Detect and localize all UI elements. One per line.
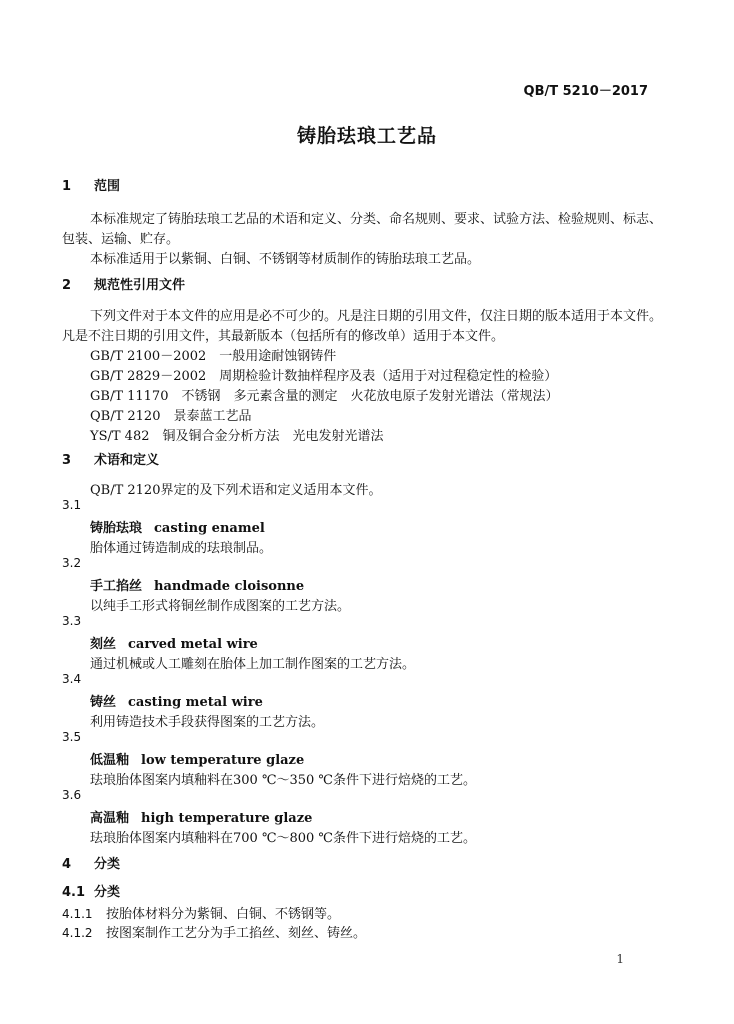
term-definition: 珐琅胎体图案内填釉料在300 ℃～350 ℃条件下进行焙烧的工艺。: [90, 773, 476, 788]
term-number: 3.2: [62, 556, 82, 570]
reference-item: GB/T 2829－2002 周期检验计数抽样程序及表（适用于对过程稳定性的检验）: [90, 369, 558, 384]
term-number: 3.4: [62, 672, 82, 686]
term-definition: 珐琅胎体图案内填釉料在700 ℃～800 ℃条件下进行焙烧的工艺。: [90, 831, 476, 846]
term-title: 手工掐丝 handmade cloisonne: [90, 579, 305, 594]
section-4-heading: 4 分类: [62, 857, 121, 872]
classification-item: 4.1.2 按图案制作工艺分为手工掐丝、刻丝、铸丝。: [62, 926, 367, 941]
subsection-4-1-heading: 4.1 分类: [62, 885, 121, 900]
section-1-scope-paragraph: 本标准适用于以紫铜、白铜、不锈钢等材质制作的铸胎珐琅工艺品。: [90, 252, 481, 267]
term-title: 高温釉 high temperature glaze: [90, 811, 313, 826]
reference-item: YS/T 482 铜及铜合金分析方法 光电发射光谱法: [90, 429, 384, 444]
section-2-paragraph-line: 下列文件对于本文件的应用是必不可少的。凡是注日期的引用文件，仅注日期的版本适用于本文件。: [90, 309, 663, 324]
reference-item: QB/T 2120 景泰蓝工艺品: [90, 409, 252, 424]
classification-item: 4.1.1 按胎体材料分为紫铜、白铜、不锈钢等。: [62, 907, 341, 922]
term-definition: 利用铸造技术手段获得图案的工艺方法。: [90, 715, 325, 730]
reference-item: GB/T 2100－2002 一般用途耐蚀钢铸件: [90, 349, 337, 364]
term-number: 3.5: [62, 730, 82, 744]
term-number: 3.1: [62, 498, 82, 512]
reference-item: GB/T 11170 不锈钢 多元素含量的测定 火花放电原子发射光谱法（常规法）: [90, 389, 559, 404]
term-number: 3.3: [62, 614, 82, 628]
term-title: 低温釉 low temperature glaze: [90, 753, 305, 768]
term-title: 铸胎珐琅 casting enamel: [90, 521, 265, 536]
section-2-heading: 2 规范性引用文件: [62, 278, 186, 293]
term-definition: 胎体通过铸造制成的珐琅制品。: [90, 541, 273, 556]
section-1-paragraph-line: 包装、运输、贮存。: [62, 232, 180, 247]
section-3-intro: QB/T 2120界定的及下列术语和定义适用本文件。: [90, 483, 382, 498]
term-definition: 通过机械或人工雕刻在胎体上加工制作图案的工艺方法。: [90, 657, 416, 672]
term-title: 刻丝 carved metal wire: [90, 637, 258, 652]
section-2-paragraph-line: 凡是不注日期的引用文件，其最新版本（包括所有的修改单）适用于本文件。: [62, 329, 505, 344]
section-1-paragraph-line: 本标准规定了铸胎珐琅工艺品的术语和定义、分类、命名规则、要求、试验方法、检验规则、标志、: [90, 212, 663, 227]
page-number: 1: [616, 952, 624, 966]
standard-code: QB/T 5210－2017: [523, 84, 648, 99]
section-1-heading: 1 范围: [62, 179, 121, 194]
term-number: 3.6: [62, 788, 82, 802]
section-3-heading: 3 术语和定义: [62, 453, 160, 468]
term-definition: 以纯手工形式将铜丝制作成图案的工艺方法。: [90, 599, 351, 614]
term-title: 铸丝 casting metal wire: [90, 695, 263, 710]
document-title: 铸胎珐琅工艺品: [296, 125, 437, 147]
